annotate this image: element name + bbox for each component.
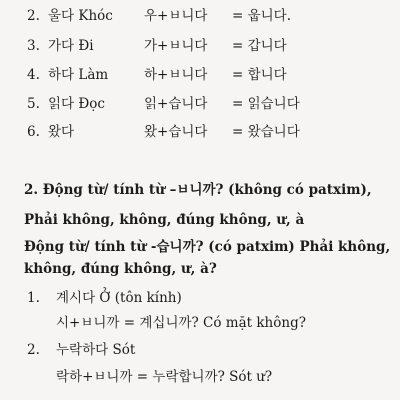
example-sentence: 락하+ㅂ니까 = 누락합니까? Sót ư? [56,369,273,385]
conjugation-result: = 읽습니다 [232,96,300,112]
verb-word: 왔다 [48,124,75,140]
verb-word: 울다 Khóc [48,8,113,24]
conjugation-formula: 읽+습니다 [144,96,208,112]
conjugation-formula: 왔+습니다 [144,124,208,140]
row-number: 5. [27,96,40,112]
example-number: 2. [27,342,40,358]
verb-word: 가다 Đi [48,38,94,54]
section-heading-line-2: Phải không, không, đúng không, ư, à [24,212,305,228]
conjugation-formula: 우+ㅂ니다 [144,8,208,24]
conjugation-formula: 가+ㅂ니다 [144,38,208,54]
conjugation-formula: 하+ㅂ니다 [144,67,208,83]
row-number: 4. [27,67,40,83]
conjugation-result: = 웁니다. [232,8,292,24]
conjugation-result: = 갑니다 [232,38,287,54]
section-heading-line-4: không, đúng không, ư, à? [24,261,217,277]
example-word: 계시다 Ở (tôn kính) [56,290,182,306]
row-number: 6. [27,124,40,140]
example-sentence: 시+ㅂ니까 = 계십니까? Có mặt không? [56,315,306,331]
verb-word: 하다 Làm [48,67,109,83]
verb-word: 읽다 Đọc [48,96,105,112]
example-number: 1. [27,290,40,306]
section-heading-line-3: Động từ/ tính từ -습니까? (có patxim) Phải không, [24,239,391,255]
example-word: 누락하다 Sót [56,342,136,358]
row-number: 2. [27,8,40,24]
row-number: 3. [27,38,40,54]
conjugation-result: = 왔습니다 [232,124,300,140]
section-heading-line-1: 2. Động từ/ tính từ –ㅂ니까? (không có patxim), [24,182,372,198]
conjugation-result: = 합니다 [232,67,287,83]
